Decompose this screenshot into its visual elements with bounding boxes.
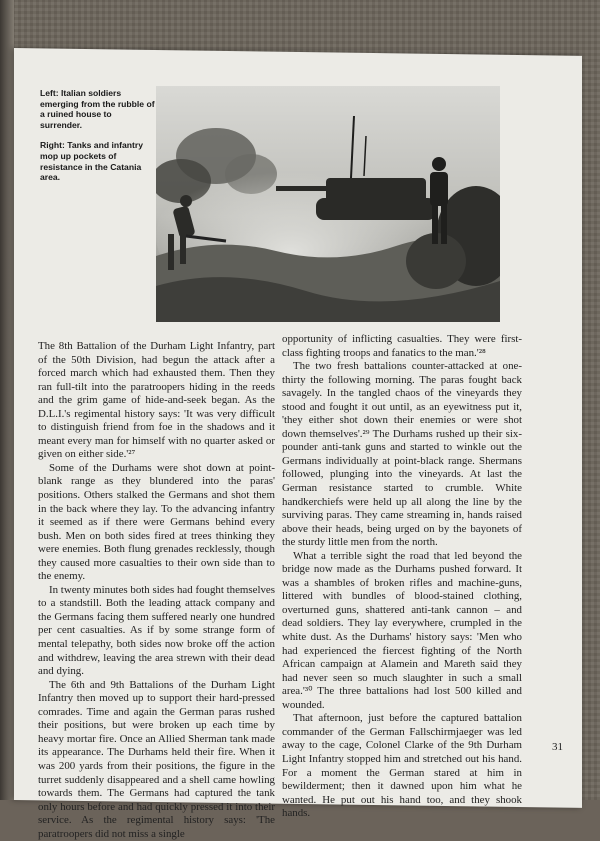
paragraph: Some of the Durhams were shot down at point-blank range as they blundered into the paras' positions. Others stalked the Germans and shot them in the back where they lay. To the advancing infantry it seemed as if there were Germans behind every bush. Men on both sides fired at trees thinking they were enemies. Both flung grenades recklessly, though they caused more casualties to their own side than to the enemy. xyxy=(38,461,275,583)
caption-left: Left: Italian soldiers emerging from the rubble of a ruined house to surrender. xyxy=(40,88,155,130)
paragraph: That afternoon, just before the captured battalion commander of the German Fallschirmjaeger was led away to the cage, Colonel Clarke of the 9th Durham Light Infantry stopped him and stretched out his hand. For a moment the German stared at him in bewilderment; then it dawned upon him what he wanted. He put out his hand too, and they shook hands. xyxy=(282,712,522,820)
paragraph: The 8th Battalion of the Durham Light Infantry, part of the 50th Division, had begun the attack after a forced march which had exhausted them. Then they ran full-tilt into the paratroopers hiding in the reeds and the grim game of hide-and-seek began. As the D.L.I.'s regimental history says: 'It was very difficult to distinguish friend from foe in the shadows and it meant every man for himself with no quarter asked or given on either side.'²⁷ xyxy=(38,340,275,461)
photo-captions xyxy=(40,88,155,193)
text-column-left xyxy=(38,340,275,841)
paragraph: What a terrible sight the road that led beyond the bridge now made as the Durhams pushed forward. It was a shambles of broken rifles and machine-guns, littered with bundles of blood-stained clothing, overturned guns, shattered anti-tank cannon – and dead soldiers. They lay everywhere, crumpled in the white dust. As the Durhams' history says: 'Men who had experienced the fiercest fighting of the North African campaign at Alamein and Mareth said they had never seen so much slaughter in such a small area.'³⁰ The three battalions had lost 500 killed and wounded. xyxy=(282,549,522,711)
caption-right: Right: Tanks and infantry mop up pockets of resistance in the Catania area. xyxy=(40,140,143,183)
paragraph: The 6th and 9th Battalions of the Durham Light Infantry then moved up to support their hard-pressed comrades. Time and again the German paras rushed their positions, but were broken up each time by heavy mortar fire. Once an Allied Sherman tank made its appearance. The Durhams held their fire. When it was 200 yards from their positions, the figure in the turret suddenly disappeared and a shell came howling towards them. The Germans had captured the tank only hours before and had quickly pressed it into their service. As the regimental history says: 'The paratroopers did not miss a single xyxy=(38,678,275,840)
page-left-edge xyxy=(0,0,14,800)
paragraph: opportunity of inflicting casualties. They were first-class fighting troops and fanatics to the man.'²⁸ xyxy=(282,333,522,359)
text-column-right xyxy=(282,333,522,821)
page-number: 31 xyxy=(552,741,563,753)
war-photo-icon xyxy=(156,86,500,322)
paragraph: The two fresh battalions counter-attacked at one-thirty the following morning. The paras fought back savagely. In the tangled chaos of the vineyards they stood and fought it out until, as an eyewitness put it, 'they either shot down their enemies or were shot down themselves'.²⁹ The Durhams rushed up their six-pounder anti-tank guns and started to winkle out the Germans individually at point-black range. Shermans followed, plunging into the vineyards. At last the German resistance started to crumble. White handkerchiefs were held up all along the line by the surviving paras. They came streaming in, hands raised above their heads, being urged on by the bayonets of the sturdy little men from the north. xyxy=(282,360,522,549)
war-photo xyxy=(156,86,500,322)
paragraph: In twenty minutes both sides had fought themselves to a standstill. Both the leading attack company and the Germans facing them suffered nearly one hundred per cent casualties. As if by some strange form of mental telepathy, both sides now broke off the action and withdrew, leaving the area strewn with their dead and dying. xyxy=(38,583,275,678)
